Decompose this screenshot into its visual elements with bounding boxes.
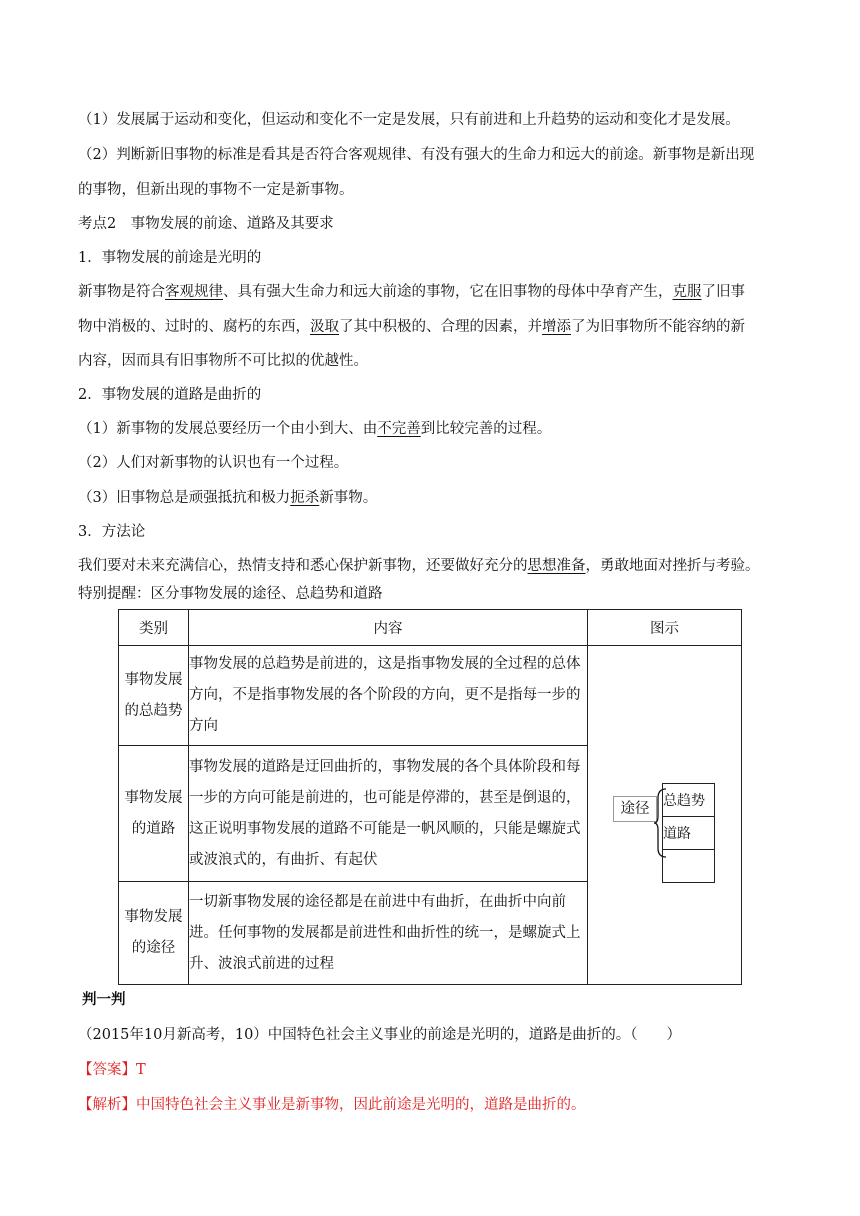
diagram-road-label: 道路: [663, 817, 715, 850]
subheading-methodology: 3．方法论: [78, 524, 146, 540]
underlined-term: 汲取: [310, 319, 339, 335]
comparison-table: [118, 609, 742, 985]
table-header-cell: 图示: [588, 610, 742, 646]
diagram-route-label: 途径: [613, 796, 657, 822]
table-content-cell: 事物发展的道路是迂回曲折的，事物发展的各个具体阶段和每一步的方向可能是前进的，也可能是停滞的，甚至是倒退的，这正说明事物发展的道路不可能是一帆风顺的，只能是螺旋式或波浪式的，有曲折、有起伏: [189, 746, 588, 882]
diagram-cell: [588, 646, 742, 985]
paragraph-new-things-2: 物中消极的、过时的、腐朽的东西，汲取了其中积极的、合理的因素，并增添了为旧事物所不能容纳的新: [78, 319, 745, 335]
table-content-cell: 事物发展的总趋势是前进的，这是指事物发展的全过程的总体方向，不是指事物发展的各个阶段的方向，更不是指每一步的方向: [189, 646, 588, 746]
underlined-term: 客观规律: [165, 284, 223, 300]
table-header-cell: 类别: [119, 610, 189, 646]
table-header-cell: 内容: [189, 610, 588, 646]
special-reminder: 特别提醒：区分事物发展的途径、总趋势和道路: [78, 586, 383, 602]
table-category-cell: 事物发展的道路: [119, 746, 189, 882]
road-point-3: （3）旧事物总是顽强抵抗和极力扼杀新事物。: [78, 490, 378, 506]
quiz-answer: [78, 1060, 790, 1080]
answer-label: 【答案】: [78, 1062, 136, 1078]
subheading-tortuous-road: 2．事物发展的道路是曲折的: [78, 387, 262, 403]
paragraph-new-things-1: 新事物是符合客观规律、具有强大生命力和远大前途的事物，它在旧事物的母体中孕育产生，克服了旧事: [78, 284, 745, 300]
answer-value: T: [136, 1062, 146, 1078]
underlined-term: 不完善: [377, 421, 421, 437]
paragraph-development-definition: （1）发展属于运动和变化，但运动和变化不一定是发展，只有前进和上升趋势的运动和变化才是发展。: [78, 112, 740, 128]
section-heading-point-2: 考点2 事物发展的前途、道路及其要求: [78, 216, 334, 232]
analysis-text: 中国特色社会主义事业是新事物，因此前途是光明的，道路是曲折的。: [136, 1097, 586, 1113]
road-point-2: （2）人们对新事物的认识也有一个过程。: [78, 455, 349, 471]
underlined-term: 思想准备: [527, 558, 586, 574]
table-header-row: [119, 610, 742, 646]
quiz-question: （2015年10月新高考，10）中国特色社会主义事业的前途是光明的，道路是曲折的。（ ）: [78, 1027, 682, 1043]
underlined-term: 克服: [672, 284, 702, 300]
paragraph-new-old-criteria-2: 的事物，但新出现的事物不一定是新事物。: [78, 182, 354, 198]
table-category-cell: 事物发展的总趋势: [119, 646, 189, 746]
paragraph-methodology: 我们要对未来充满信心，热情支持和悉心保护新事物，还要做好充分的思想准备，勇敢地面对挫折与考验。: [78, 558, 760, 574]
route-diagram: [588, 646, 742, 984]
paragraph-new-things-3: 内容，因而具有旧事物所不可比拟的优越性。: [78, 353, 368, 369]
quiz-analysis: [78, 1095, 790, 1115]
road-point-1: （1）新事物的发展总要经历一个由小到大、由不完善到比较完善的过程。: [78, 421, 552, 437]
paragraph-new-old-criteria-1: （2）判断新旧事物的标准是看其是否符合客观规律、有没有强大的生命力和远大的前途。新事物是新出现: [78, 147, 755, 163]
quiz-title: 判一判: [82, 992, 126, 1008]
underlined-term: 增添: [542, 319, 571, 335]
diagram-empty-cell: [663, 850, 715, 883]
table-content-cell: 一切新事物发展的途径都是在前进中有曲折，在曲折中向前进。任何事物的发展都是前进性和曲折性的统一，是螺旋式上升、波浪式前进的过程: [189, 882, 588, 985]
table-row: [119, 646, 742, 746]
analysis-label: 【解析】: [78, 1097, 136, 1113]
diagram-table: [662, 783, 715, 883]
diagram-trend-label: 总趋势: [663, 784, 715, 817]
subheading-bright-future: 1．事物发展的前途是光明的: [78, 250, 262, 266]
underlined-term: 扼杀: [290, 490, 320, 506]
table-category-cell: 事物发展的途径: [119, 882, 189, 985]
